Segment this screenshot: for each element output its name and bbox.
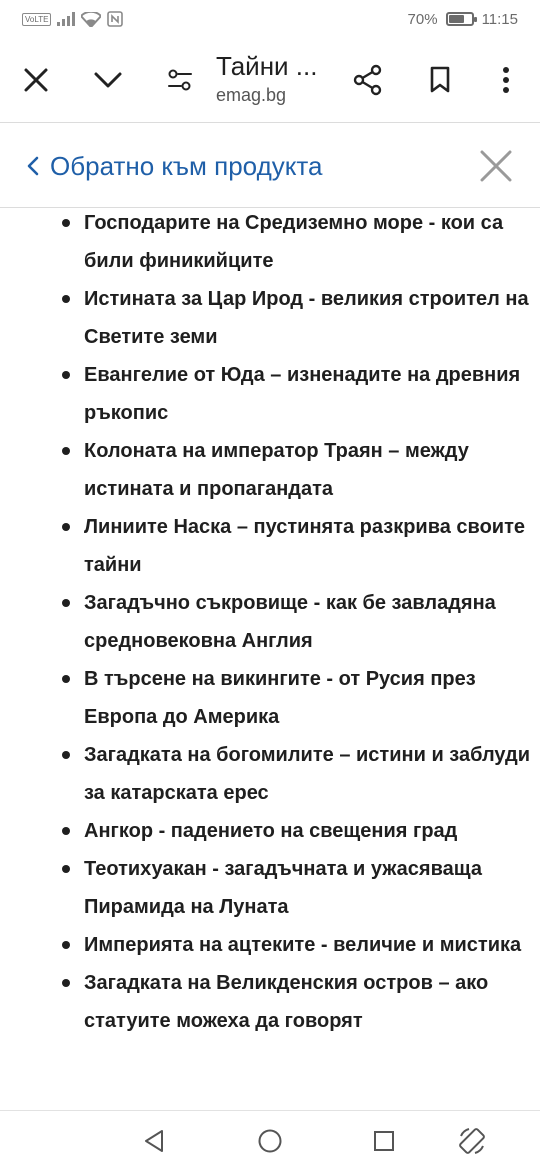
topic-item: Теотихуакан - загадъчната и ужасяваща Пирамида на Луната: [62, 850, 532, 926]
nfc-icon: [107, 11, 123, 27]
custom-tab-toolbar: [0, 38, 540, 122]
status-right: [408, 11, 518, 28]
circle-home-icon: [257, 1128, 283, 1154]
tab-title-block[interactable]: [216, 50, 317, 108]
toolbar-divider: [0, 122, 540, 123]
back-link-label: Обратно към продукта: [50, 151, 323, 181]
battery-icon: [446, 12, 474, 26]
close-icon: [23, 67, 49, 93]
battery-fill: [449, 15, 464, 23]
page-title: Тайни ...: [216, 51, 318, 81]
nav-home-button[interactable]: [254, 1125, 286, 1157]
system-nav-bar: [0, 1110, 540, 1170]
topic-item: Колоната на император Траян – между истината и пропагандата: [62, 432, 532, 508]
topic-item: Господарите на Средиземно море - кои са били финикийците: [62, 208, 532, 280]
topics-list: [0, 208, 540, 1040]
battery-percent: 70%: [407, 10, 438, 28]
topic-item: В търсене на викингите - от Русия през Европа до Америка: [62, 660, 532, 736]
topic-item: Загадката на богомилите – истини и заблуди за катарската ерес: [62, 736, 532, 812]
topic-item: Линиите Наска – пустинята разкрива своите тайни: [62, 508, 532, 584]
topic-item: Истината за Цар Ирод - великия строител на Светите земи: [62, 280, 532, 356]
topic-item: Ангкор - падението на свещения град: [62, 812, 532, 850]
nav-back-button[interactable]: [138, 1125, 170, 1157]
topic-item: Империята на ацтеките - величие и мистика: [62, 926, 532, 964]
bookmark-button[interactable]: [418, 58, 462, 102]
product-header: [0, 124, 540, 208]
nav-recents-button[interactable]: [368, 1125, 400, 1157]
rotate-icon: [457, 1126, 487, 1156]
status-left: [22, 11, 123, 27]
more-options-button[interactable]: [484, 58, 528, 102]
chevron-down-icon: [93, 70, 123, 90]
bookmark-icon: [429, 66, 451, 94]
volte-badge: VoLTE: [22, 13, 51, 26]
square-recents-icon: [373, 1130, 395, 1152]
triangle-back-icon: [143, 1129, 165, 1153]
topic-item: Загадката на Великденския остров – ако статуите можеха да говорят: [62, 964, 532, 1040]
status-bar: [0, 0, 540, 38]
chevron-left-icon: [26, 155, 40, 177]
close-tab-button[interactable]: [14, 58, 58, 102]
share-icon: [353, 64, 383, 96]
topic-item: Загадъчно съкровище - как бе завладяна средновековна Англия: [62, 584, 532, 660]
minimize-button[interactable]: [86, 58, 130, 102]
share-button[interactable]: [346, 58, 390, 102]
description-content: [0, 208, 540, 1108]
more-vert-icon: [502, 66, 510, 94]
rotate-screen-button[interactable]: [456, 1125, 488, 1157]
tune-icon: [167, 69, 193, 91]
topic-item: Евангелие от Юда – изненадите на древния ръкопис: [62, 356, 532, 432]
close-description-button[interactable]: [476, 146, 516, 186]
page-url: emag.bg: [216, 85, 287, 105]
wifi-icon: [81, 12, 101, 27]
page-settings-button[interactable]: [158, 58, 202, 102]
close-icon: [476, 146, 516, 186]
clock: 11:15: [481, 10, 518, 28]
back-to-product-link[interactable]: [26, 150, 322, 182]
signal-icon: [57, 12, 75, 26]
